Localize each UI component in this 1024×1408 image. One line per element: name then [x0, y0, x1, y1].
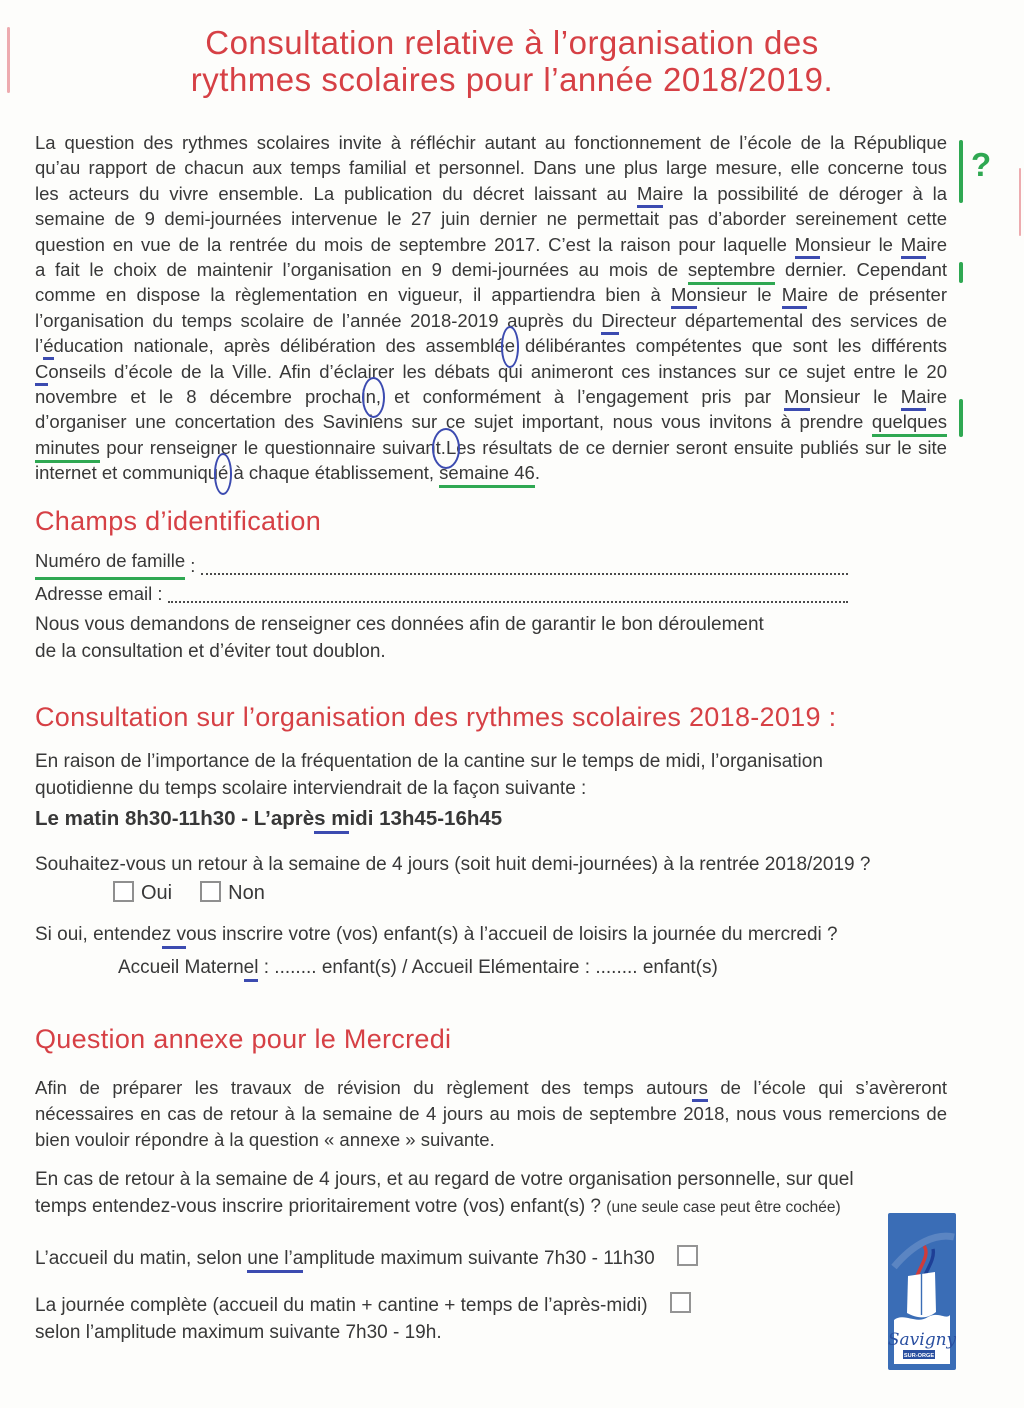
text-segment: question en vue de la rentrée du mois de septembre 2017. C’est la raison pour laquelle — [35, 233, 795, 255]
blue-circle-mark: t.L — [436, 435, 457, 460]
question-return-4-days — [35, 852, 947, 877]
option-non-label: Non — [228, 882, 265, 904]
text-line — [35, 359, 947, 384]
text-segment: es résultats de ce dernier seront ensuite publiés sur le site — [456, 436, 947, 458]
text-line — [35, 155, 947, 180]
small-note: (une seule case peut être cochée) — [606, 1198, 841, 1216]
margin-tick-green — [959, 262, 963, 283]
blue-underline-mark: Di — [601, 310, 618, 335]
blue-underline-mark: Ma — [782, 284, 808, 309]
text-segment: ire — [926, 386, 947, 408]
annexe-paragraph — [35, 1075, 947, 1152]
margin-question-mark: ? — [971, 146, 992, 183]
text-segment: qu’au rapport de chacun aux temps familial et personnel. Dans une plus large mesure, elle concerne tous — [35, 157, 947, 179]
text-line — [35, 547, 848, 580]
text-segment: ire de présenter — [807, 284, 947, 306]
checkbox[interactable] — [677, 1245, 698, 1266]
text-segment: L’accueil du matin, selon — [35, 1248, 248, 1269]
blue-underline-mark: rs — [692, 1077, 707, 1102]
blue-underline-mark: Ma — [901, 386, 927, 411]
identification-note — [35, 612, 947, 665]
text-line — [35, 333, 947, 358]
text-segment: l’organisation du temps scolaire de l’année 2018-2019 auprès du — [35, 309, 602, 331]
text-segment: En raison de l’importance de la fréquentation de la cantine sur le temps de midi, l’organisation — [35, 751, 823, 772]
text-segment: quotidienne du temps scolaire interviendrait de la façon suivante : — [35, 777, 587, 799]
green-underline-mark: minutes — [35, 437, 100, 463]
text-line — [35, 852, 947, 877]
text-segment: En cas de retour à la semaine de 4 jours, et au regard de votre organisation personnelle, sur quel — [35, 1169, 854, 1190]
text-segment: idi 13h45-16h45 — [349, 807, 503, 830]
document-title — [0, 24, 1024, 98]
text-segment: Le matin 8h30-11h30 - L’aprè — [35, 807, 315, 830]
text-segment: bien vouloir répondre à la question « annexe » suivante. — [35, 1128, 495, 1150]
text-segment: . — [534, 462, 540, 484]
text-segment: : — [185, 555, 201, 576]
question-mercredi — [35, 922, 947, 947]
text-segment: Souhaitez-vous un retour à la semaine de 4 jours (soit huit demi-journées) à la rentrée 2018/2019 ? — [35, 854, 871, 875]
blue-circle-mark: é — [218, 460, 228, 485]
text-segment: l’ — [35, 335, 44, 357]
text-segment: mplitude maximum suivante 7h30 - 11h30 — [303, 1248, 655, 1269]
text-line — [35, 1167, 947, 1194]
blue-underline-mark: s m — [314, 807, 349, 834]
text-segment: La question des rythmes scolaires invite à réfléchir autant au fonctionnement de l’école de la République — [35, 132, 947, 153]
text-segment: semaine de 9 demi-journées intervenue le 27 juin dernier ne permettait pas d’aborder sereinement cette — [35, 208, 947, 230]
text-segment: La journée complète (accueil du matin + cantine + temps de l’après-midi) — [35, 1295, 648, 1316]
text-segment: a fait le choix de maintenir l’organisation en 9 demi-journées au mois de — [35, 259, 688, 281]
text-segment: temps entendez-vous inscrire prioritairement votre (vos) enfant(s) ? — [35, 1195, 607, 1217]
document-title-line2: rythmes scolaires pour l’année 2018/2019. — [190, 61, 834, 98]
text-segment: d’organiser une concertation des Saviniens sur ce sujet important, nous vous invitons à prendre — [35, 411, 872, 433]
choice-morning — [35, 1245, 947, 1271]
text-line — [35, 384, 947, 409]
blue-underline-mark: Mo — [671, 284, 697, 309]
text-segment: Afin de préparer les travaux de révision du règlement des temps autou — [35, 1077, 693, 1098]
green-underline-mark: septembre — [688, 259, 775, 285]
margin-bracket-green-2 — [959, 399, 963, 437]
text-line — [35, 749, 947, 776]
text-segment: novembre et le 8 décembre prochai — [35, 386, 366, 408]
text-segment: Si oui, entende — [35, 924, 162, 945]
blue-underline-mark: une l’a — [247, 1248, 303, 1273]
section-heading-annexe: Question annexe pour le Mercredi — [35, 1024, 452, 1054]
text-line — [35, 922, 947, 947]
green-underline-mark: quelques — [872, 411, 947, 437]
text-segment: nsieur le — [696, 284, 782, 306]
accueil-counts-line — [118, 955, 1024, 980]
text-segment: de l’école qui s’avèreront — [707, 1077, 947, 1098]
green-underline-mark: Numéro de famille — [35, 547, 185, 580]
section-heading-identification: Champs d’identification — [35, 506, 322, 536]
text-segment: délibérantes compétentes que sont les différents — [514, 335, 947, 357]
blue-underline-mark: Ma — [637, 183, 663, 208]
text-segment: ous inscrire votre (vos) enfant(s) à l’accueil de loisirs la journée du mercredi ? — [186, 924, 838, 945]
text-line — [35, 580, 848, 608]
text-segment: ire — [926, 233, 947, 255]
blue-underline-mark: el — [244, 957, 259, 982]
text-line — [35, 1127, 947, 1153]
text-line — [35, 1245, 947, 1271]
text-line — [35, 206, 947, 231]
intro-paragraph — [35, 130, 947, 486]
text-segment: pour renseigner le questionnaire suivan — [99, 436, 436, 458]
option-oui-label: Oui — [141, 882, 173, 904]
text-segment: Nous vous demandons de renseigner ces données afin de garantir le bon déroulement — [35, 614, 764, 635]
text-segment: nsieur le — [809, 386, 901, 408]
text-segment: ducation nationale, après délibération des assemblé — [53, 335, 505, 357]
text-segment: les acteurs du vivre ensemble. La publication du décret laissant au — [35, 182, 637, 204]
yes-no-options — [113, 881, 513, 905]
blue-underline-mark: C — [35, 361, 48, 386]
text-line — [35, 130, 947, 155]
section-heading-consultation: Consultation sur l’organisation des rythmes scolaires 2018-2019 : — [35, 702, 837, 732]
dotted-answer-line[interactable] — [201, 573, 848, 575]
consultation-paragraph — [35, 749, 947, 802]
text-line — [35, 257, 947, 282]
text-line — [35, 181, 947, 206]
text-segment: internet et communiqu — [35, 462, 219, 484]
checkbox[interactable] — [670, 1292, 691, 1313]
text-segment: onseils d’école de la Ville. Afin d’éclairer les débats qui animeront ces instances sur ce sujet entre le 20 — [48, 360, 947, 382]
text-line — [35, 232, 947, 257]
blue-circle-mark: n, — [366, 384, 381, 409]
text-segment: selon l’amplitude maximum suivante 7h30 - 19h. — [35, 1322, 442, 1343]
text-line — [35, 806, 947, 832]
logo-subtitle: SUR-ORGE — [903, 1353, 935, 1359]
text-segment: Adresse email — [35, 583, 153, 604]
text-line — [35, 435, 947, 460]
text-line — [35, 460, 947, 485]
text-segment: de la consultation et d’éviter tout doublon. — [35, 640, 386, 662]
scan-edge-artifact-right — [1019, 168, 1022, 236]
text-segment: à chaque établissement, — [228, 462, 440, 484]
text-segment: : — [152, 583, 168, 604]
text-line — [35, 612, 947, 639]
text-line — [118, 955, 1024, 980]
blue-underline-mark: Mo — [795, 234, 821, 259]
dotted-answer-line[interactable] — [168, 601, 848, 603]
text-segment: Accueil Matern — [118, 957, 244, 978]
text-line — [35, 1075, 947, 1101]
logo-name: Savigny — [888, 1330, 956, 1350]
margin-bracket-green — [959, 140, 963, 203]
blue-circle-mark: e — [505, 333, 515, 358]
text-segment: dernier. Cependant — [775, 259, 947, 281]
text-line — [35, 282, 947, 307]
annexe-question — [35, 1167, 947, 1221]
text-segment: ire la possibilité de déroger à la — [662, 182, 947, 204]
text-segment: recteur départemental des services de — [618, 309, 947, 331]
document-title-line1: Consultation relative à l’organisation des — [205, 24, 819, 61]
checkbox-oui[interactable] — [113, 881, 134, 902]
blue-underline-mark: é — [43, 335, 53, 360]
text-segment: : ........ enfant(s) / Accueil Elémentaire : ........ enfant(s) — [258, 957, 718, 978]
blue-underline-mark: Mo — [784, 386, 810, 411]
text-segment: comme en dispose la règlementation en vigueur, il appartiendra bien à — [35, 284, 671, 306]
text-line — [35, 1319, 947, 1346]
text-line — [35, 308, 947, 333]
blue-underline-mark: Ma — [901, 234, 927, 259]
text-segment: nécessaires en cas de retour à la semaine de 4 jours au mois de septembre 2018, nous vous remercions de — [35, 1102, 947, 1124]
text-line — [35, 639, 947, 666]
text-segment: nsieur le — [820, 233, 901, 255]
identification-fields — [35, 547, 848, 608]
text-line — [35, 409, 947, 434]
text-line — [35, 776, 947, 803]
text-line — [35, 1101, 947, 1127]
text-line — [35, 1292, 947, 1319]
text-segment: et conformément à l’engagement pris par — [381, 386, 785, 408]
blue-underline-mark: z v — [162, 924, 186, 949]
savigny-logo — [888, 1213, 956, 1370]
choice-full-day — [35, 1292, 947, 1346]
green-underline-mark: semaine 46 — [439, 462, 535, 488]
checkbox-non[interactable] — [200, 881, 221, 902]
schedule-line — [35, 806, 947, 832]
text-line — [35, 1194, 947, 1222]
